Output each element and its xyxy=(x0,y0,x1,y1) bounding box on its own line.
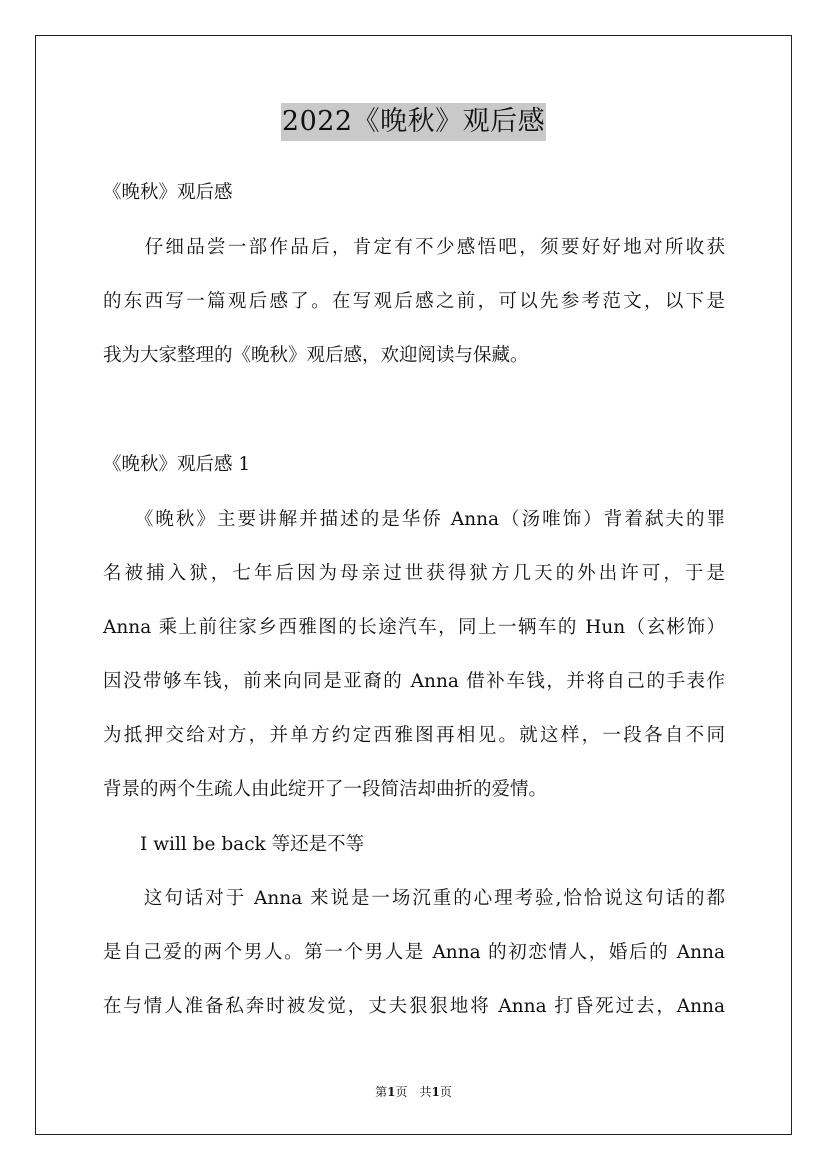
paragraph-line: 这句话对于 Anna 来说是一场沉重的心理考验,恰恰说这句话的都 xyxy=(103,888,725,909)
paragraph-line: 的东西写一篇观后感了。在写观后感之前，可以先参考范文，以下是 xyxy=(103,291,725,312)
paragraph-line: 仔细品尝一部作品后，肯定有不少感悟吧，须要好好地对所收获 xyxy=(103,237,725,258)
footer-total-pages: 1 xyxy=(431,1085,440,1099)
document-title-text: 2022《晚秋》观后感 xyxy=(281,103,546,141)
page-footer xyxy=(0,1084,827,1100)
paragraph-line: 背景的两个生疏人由此绽开了一段简洁却曲折的爱情。 xyxy=(103,779,548,800)
section-heading: 《晚秋》观后感 xyxy=(103,182,233,203)
paragraph-line: 是自己爱的两个男人。第一个男人是 Anna 的初恋情人，婚后的 Anna xyxy=(103,942,725,963)
paragraph-line: 名被捕入狱，七年后因为母亲过世获得狱方几天的外出许可，于是 xyxy=(103,563,725,584)
paragraph-line: 我为大家整理的《晚秋》观后感，欢迎阅读与保藏。 xyxy=(103,345,529,366)
section-heading: 《晚秋》观后感 1 xyxy=(103,454,251,475)
document-title xyxy=(0,103,827,141)
subheading-line: I will be back 等还是不等 xyxy=(103,834,365,855)
paragraph-line: 因没带够车钱，前来向同是亚裔的 Anna 借补车钱，并将自己的手表作 xyxy=(103,671,725,692)
paragraph-line: 为抵押交给对方，并单方约定西雅图再相见。就这样，一段各自不同 xyxy=(103,725,725,746)
footer-page-number: 1 xyxy=(387,1085,396,1099)
paragraph-line: 在与情人准备私奔时被发觉，丈夫狠狠地将 Anna 打昏死过去，Anna xyxy=(103,996,725,1017)
footer-mid: 页 共 xyxy=(395,1085,432,1099)
footer-prefix: 第 xyxy=(375,1085,388,1099)
paragraph-line: 《晚秋》主要讲解并描述的是华侨 Anna（汤唯饰）背着弑夫的罪 xyxy=(103,509,725,530)
paragraph-line: Anna 乘上前往家乡西雅图的长途汽车，同上一辆车的 Hun（玄彬饰） xyxy=(103,617,725,638)
footer-suffix: 页 xyxy=(439,1085,452,1099)
